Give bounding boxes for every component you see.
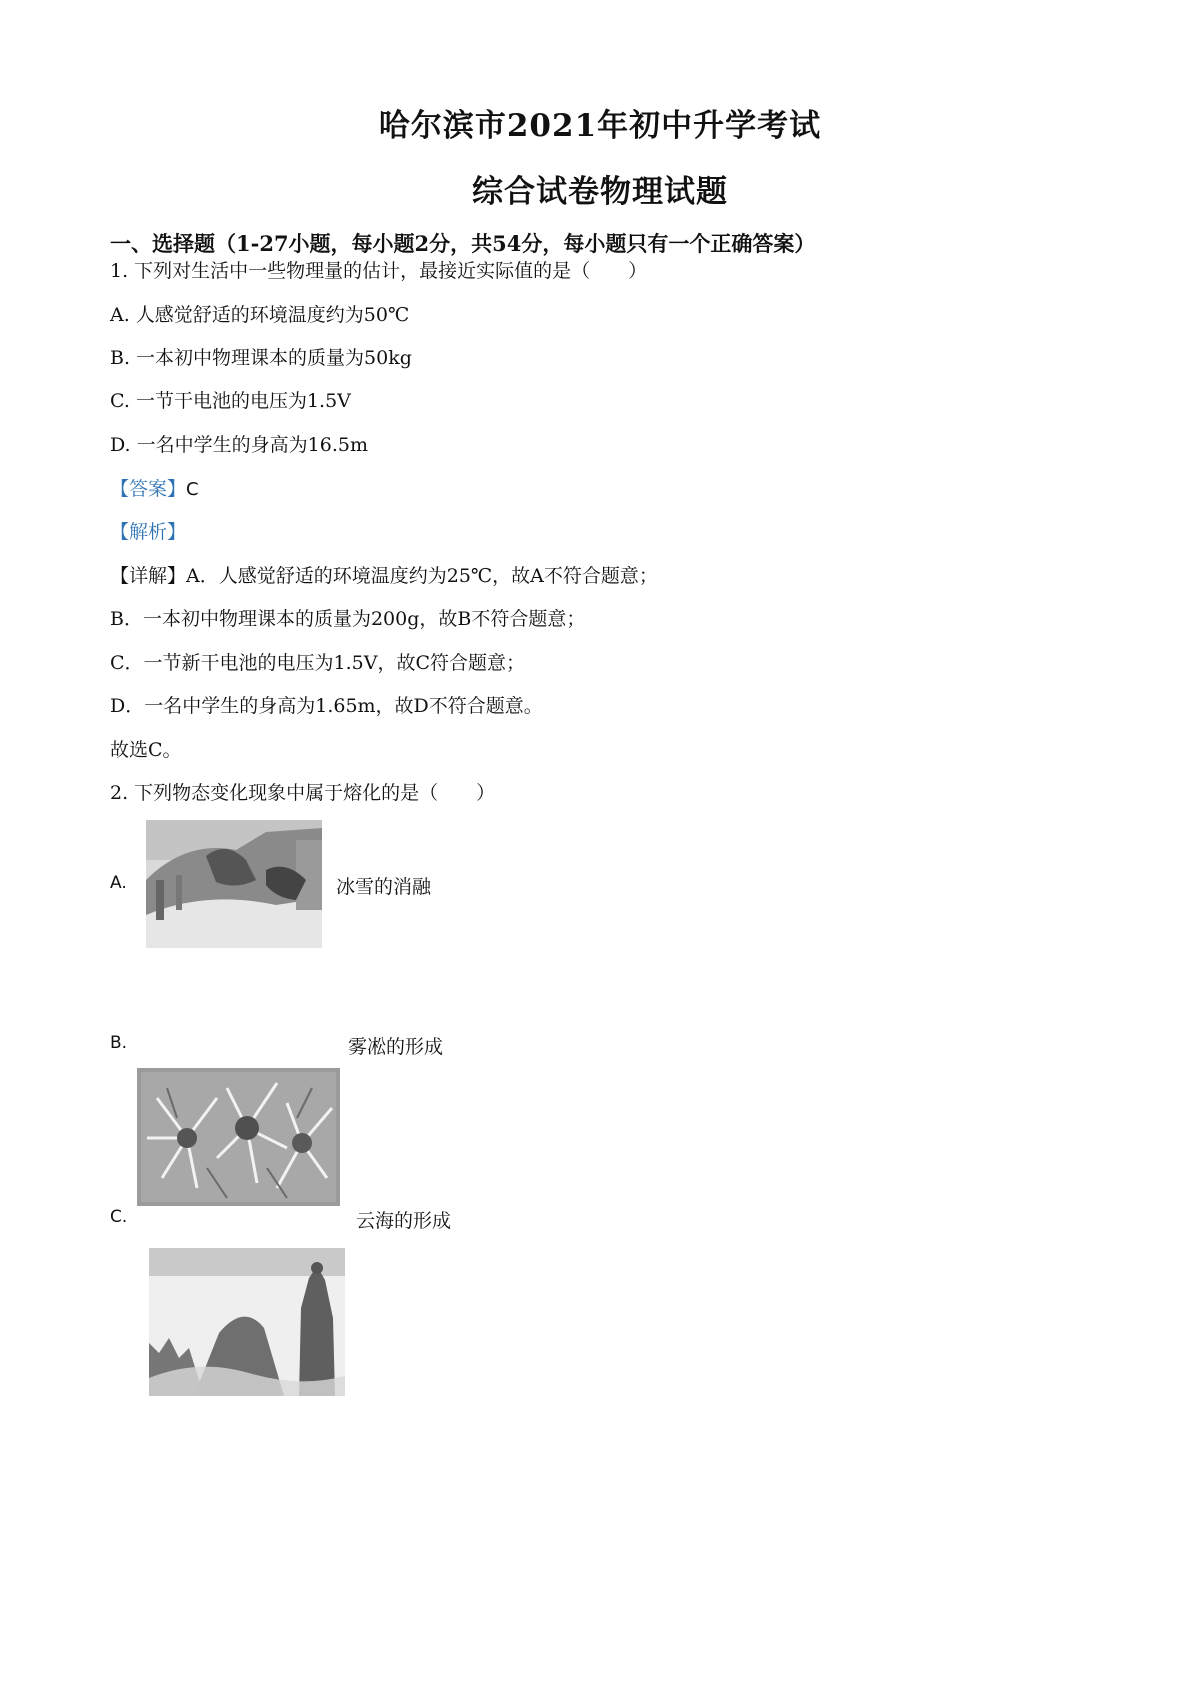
detail-line-b: B．一本初中物理课本的质量为200g，故B不符合题意；	[110, 608, 586, 630]
question-1-option-d: D. 一名中学生的身高为16.5m	[110, 434, 368, 456]
question-2-option-c-caption: 云海的形成	[356, 1210, 452, 1232]
exam-subtitle: 综合试卷物理试题	[472, 174, 728, 210]
detail-a: A．人感觉舒适的环境温度约为25℃，故A不符合题意；	[186, 565, 658, 587]
question-1-option-a: A. 人感觉舒适的环境温度约为50℃	[110, 304, 410, 326]
question-2-option-b-caption: 雾凇的形成	[348, 1036, 444, 1058]
question-1-stem: 1. 下列对生活中一些物理量的估计，最接近实际值的是（ ）	[110, 260, 648, 282]
question-2-option-a-label: A.	[110, 873, 127, 893]
answer-tag: 【答案】	[110, 478, 187, 500]
cloud-sea-image	[149, 1248, 345, 1396]
answer-value: C	[186, 479, 199, 500]
question-2-option-b-label: B.	[110, 1033, 128, 1053]
snow-melting-image	[146, 820, 322, 948]
detail-line-d: D．一名中学生的身高为1.65m，故D不符合题意。	[110, 695, 543, 717]
question-1-option-c: C. 一节干电池的电压为1.5V	[110, 390, 351, 412]
question-2-stem: 2. 下列物态变化现象中属于熔化的是（ ）	[110, 782, 496, 804]
detail-tag: 【详解】	[110, 565, 187, 587]
rime-image	[137, 1068, 340, 1206]
section-heading: 一、选择题（1-27小题，每小题2分，共54分，每小题只有一个正确答案）	[110, 231, 816, 256]
question-1-option-b: B. 一本初中物理课本的质量为50kg	[110, 347, 412, 369]
question-2-option-c-label: C.	[110, 1207, 128, 1227]
question-2-option-a-caption: 冰雪的消融	[336, 876, 432, 898]
exam-title: 哈尔滨市2021年初中升学考试	[378, 108, 822, 144]
answer-line	[110, 474, 199, 501]
detail-line-a	[110, 561, 658, 588]
detail-line-c: C．一节新干电池的电压为1.5V，故C符合题意；	[110, 652, 526, 674]
analysis-tag: 【解析】	[110, 521, 187, 543]
conclusion: 故选C。	[110, 739, 182, 761]
